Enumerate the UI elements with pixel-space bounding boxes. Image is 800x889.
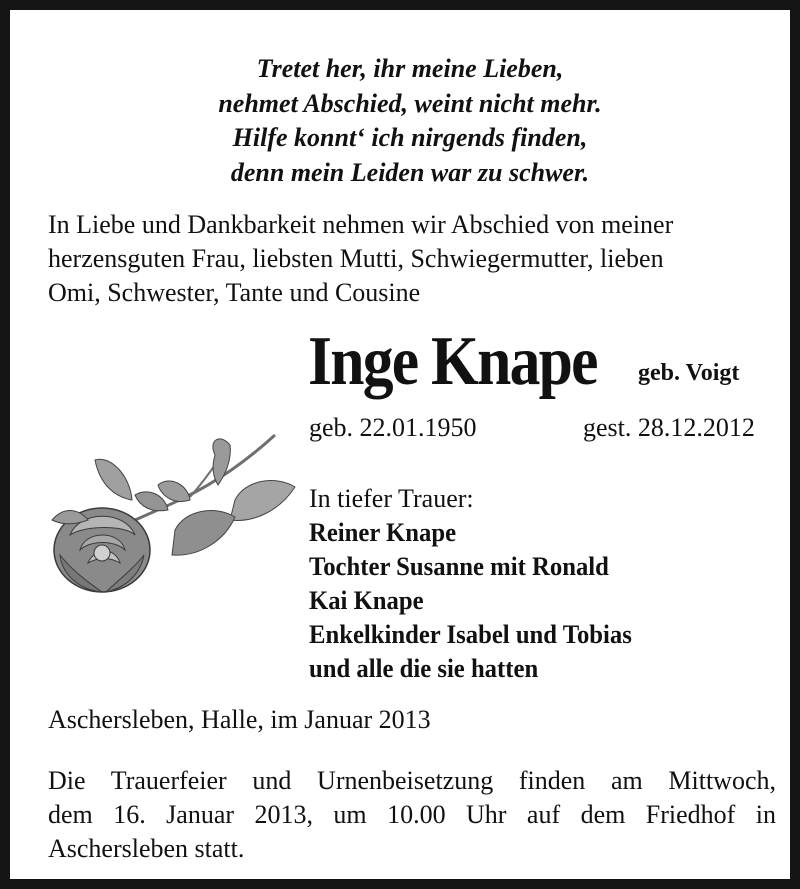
ceremony-line: Aschersleben statt.	[48, 834, 245, 863]
deceased-name-line	[308, 322, 636, 402]
deceased-name: Inge Knape	[308, 323, 597, 400]
mourner-name: Reiner Knape	[309, 518, 457, 547]
ceremony-line: Die Trauerfeier und Urnenbeisetzung finden am Mittwoch,	[48, 766, 776, 795]
intro-line: Omi, Schwester, Tante und Cousine	[48, 278, 421, 307]
poem-line: Tretet her, ihr meine Lieben,	[256, 54, 564, 83]
mourners-block	[309, 482, 649, 686]
mourner-name: Enkelkinder Isabel und Tobias	[309, 620, 632, 649]
poem-line: denn mein Leiden war zu schwer.	[230, 157, 590, 187]
maiden-name: geb. Voigt	[638, 360, 740, 386]
intro-text	[48, 208, 783, 310]
birth-date: geb. 22.01.1950	[309, 413, 477, 442]
mourner-name: Kai Knape	[309, 586, 424, 615]
mourners-heading: In tiefer Trauer:	[309, 484, 474, 513]
rose-illustration-icon	[40, 425, 305, 600]
mourner-name: Tochter Susanne mit Ronald	[309, 552, 609, 581]
place-date: Aschersleben, Halle, im Januar 2013	[48, 705, 431, 734]
intro-line: In Liebe und Dankbarkeit nehmen wir Abschied von meiner	[48, 210, 674, 239]
poem-line: nehmet Abschied, weint nicht mehr.	[218, 88, 602, 118]
mourner-name: und alle die sie hatten	[309, 654, 539, 683]
death-date: gest. 28.12.2012	[583, 413, 755, 442]
memorial-poem	[20, 52, 800, 190]
ceremony-info	[48, 764, 776, 866]
ceremony-line: dem 16. Januar 2013, um 10.00 Uhr auf dem Friedhof in	[48, 800, 776, 829]
poem-line: Hilfe konnt‘ ich nirgends finden,	[232, 123, 588, 152]
life-dates	[309, 413, 774, 443]
intro-line: herzensguten Frau, liebsten Mutti, Schwiegermutter, lieben	[48, 244, 664, 273]
